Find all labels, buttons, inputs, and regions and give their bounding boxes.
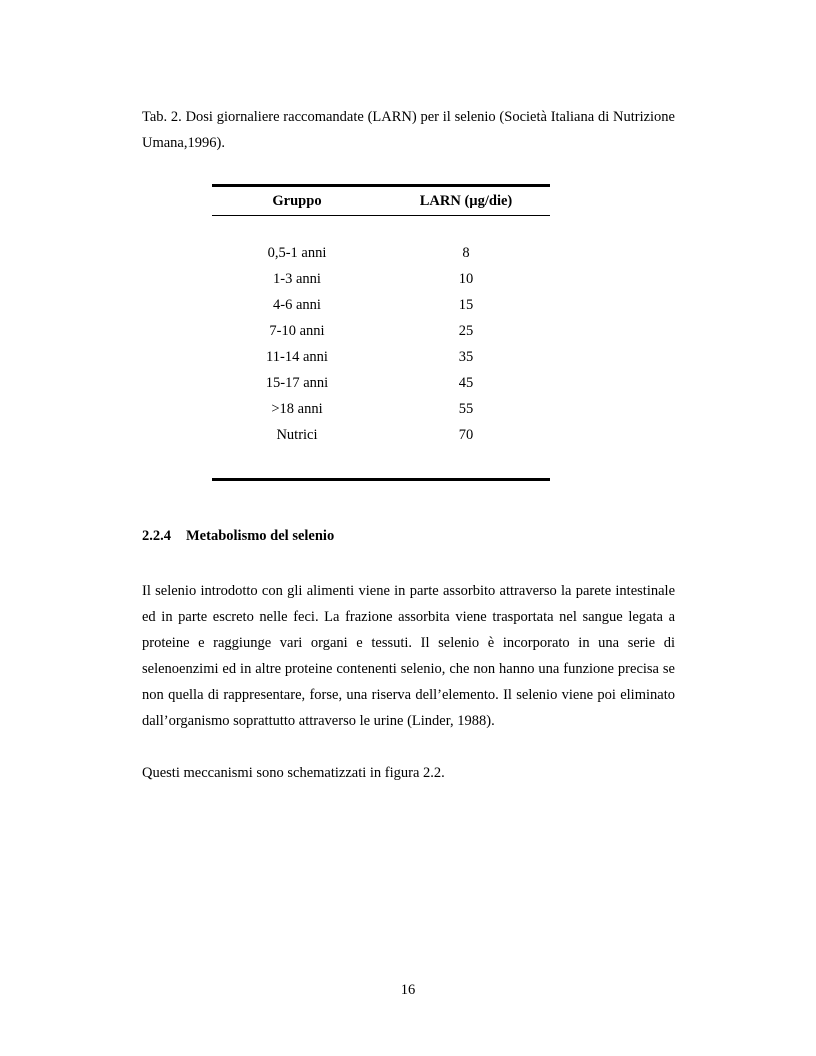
table-cell-gruppo: 11-14 anni <box>266 348 328 365</box>
table-caption: Tab. 2. Dosi giornaliere raccomandate (LARN) per il selenio (Società Italiana di Nutrizione Umana,1996). <box>142 109 675 151</box>
table-cell-gruppo: 4-6 anni <box>273 296 321 313</box>
table-cell-larn: 8 <box>462 244 470 261</box>
column-header-gruppo: Gruppo <box>272 192 322 209</box>
table-cell-larn: 55 <box>458 400 474 417</box>
section-title: Metabolismo del selenio <box>186 528 335 544</box>
table-cell-gruppo: 7-10 anni <box>269 322 325 339</box>
table-row <box>212 292 550 318</box>
table-cell-larn: 10 <box>458 270 474 287</box>
table-cell-gruppo: 1-3 anni <box>273 270 321 287</box>
table-cell-gruppo: Nutrici <box>276 426 318 443</box>
section-heading <box>142 528 334 545</box>
table-cell-gruppo: >18 anni <box>271 400 323 417</box>
table-row <box>212 266 550 292</box>
table-body <box>212 216 550 478</box>
table-cell-larn: 25 <box>458 322 474 339</box>
body-paragraph: Il selenio introdotto con gli alimenti viene in parte assorbito attraverso la parete intestinale ed in parte escreto nelle feci. La frazione assorbita viene trasportata nel sangue legata a proteine e raggiunge vari organi e tessuti. Il selenio è incorporato in una serie di selenoenzimi ed in altre proteine contenenti selenio, che non hanno una funzione precisa se non quella di rappresentare, forse, una riserva dell’elemento. Il selenio viene poi eliminato dall’organismo soprattutto attraverso le urine (Linder, 1988). <box>142 583 675 729</box>
table-row <box>212 370 550 396</box>
column-header-larn: LARN (µg/die) <box>419 192 513 209</box>
body-paragraph-figure-reference: Questi meccanismi sono schematizzati in figura 2.2. <box>142 765 445 781</box>
table-cell-larn: 70 <box>458 426 474 443</box>
larn-table <box>212 184 550 481</box>
table-cell-larn: 15 <box>458 296 474 313</box>
table-bottom-rule <box>212 478 550 481</box>
table-cell-larn: 45 <box>458 374 474 391</box>
table-header-row <box>212 187 550 215</box>
table-row <box>212 240 550 266</box>
table-row <box>212 344 550 370</box>
table-row <box>212 422 550 448</box>
table-row <box>212 396 550 422</box>
table-cell-gruppo: 0,5-1 anni <box>267 244 327 261</box>
section-number: 2.2.4 <box>142 528 171 544</box>
table-cell-gruppo: 15-17 anni <box>265 374 329 391</box>
table-row <box>212 318 550 344</box>
table-cell-larn: 35 <box>458 348 474 365</box>
page-number: 16 <box>400 982 416 998</box>
